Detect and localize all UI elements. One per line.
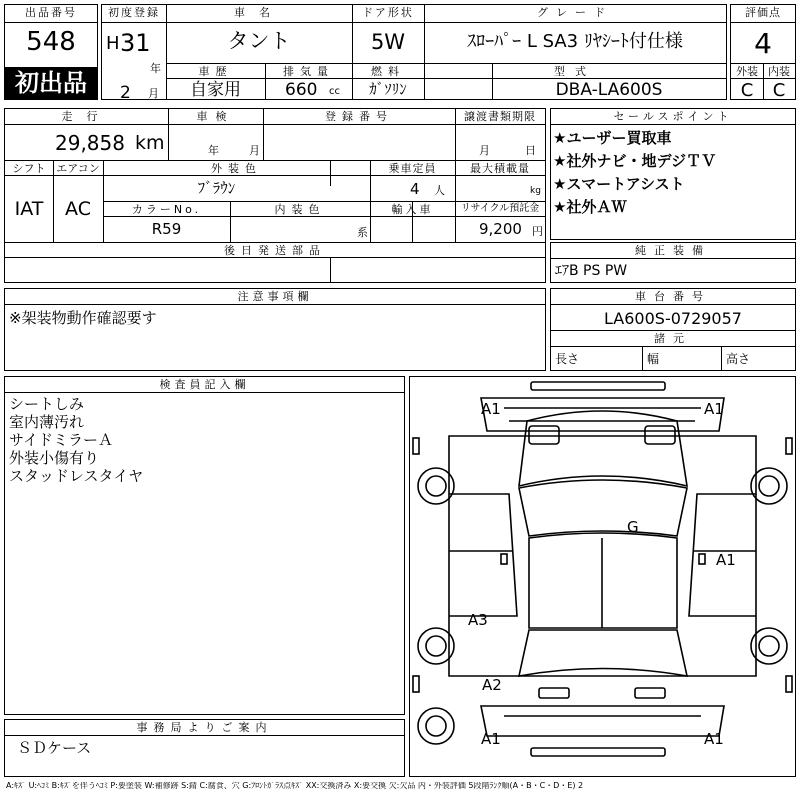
sales-point-1: ★ユーザー買取車 xyxy=(553,129,672,147)
first-reg-label: 初度登録 xyxy=(108,6,160,19)
color-no-label: カラーNo. xyxy=(131,203,202,216)
length-label: 長さ xyxy=(555,352,580,366)
import-label: 輸入車 xyxy=(391,203,434,216)
genuine-equipment-label: 純正装備 xyxy=(635,244,711,257)
capacity: 4 xyxy=(410,180,420,198)
displacement: 660 xyxy=(285,80,318,100)
genuine-equipment: ｴｱB PS PW xyxy=(555,263,628,279)
chassis-label: 車台番号 xyxy=(635,290,711,303)
damage-left-rear-door: A3 xyxy=(468,611,488,629)
detail-grid xyxy=(4,108,546,283)
year-unit: 年 xyxy=(150,62,161,75)
inspector-line-5: スタッドレスタイヤ xyxy=(9,467,144,485)
sales-points-box xyxy=(550,108,796,240)
chassis-number: LA600S-0729057 xyxy=(604,309,742,328)
year: 31 xyxy=(120,29,151,57)
model: DBA-LA600S xyxy=(555,80,663,100)
sales-point-3: ★スマートアシスト xyxy=(553,175,685,193)
chassis-box xyxy=(550,288,796,371)
lot-number-label: 出品番号 xyxy=(25,6,77,19)
damage-windshield: G xyxy=(627,518,639,536)
height-label: 高さ xyxy=(726,352,751,366)
exterior-label: 外装 xyxy=(736,65,758,78)
model-label: 型式 xyxy=(554,65,596,78)
score: 4 xyxy=(754,27,772,60)
car-name: タント xyxy=(227,29,291,53)
ac-label: エアコン xyxy=(56,162,100,175)
score-box xyxy=(730,4,796,100)
shift: IAT xyxy=(14,198,44,220)
transfer-label: 譲渡書類期限 xyxy=(464,110,536,123)
vehicle-history-label: 車歴 xyxy=(198,65,233,78)
header-grid xyxy=(101,4,727,103)
grade: ｽﾛｰﾊﾟｰ L SA3 ﾘﾔｼｰﾄ付仕様 xyxy=(467,31,683,52)
inspection-label: 車検 xyxy=(196,110,235,123)
spec-label: 諸元 xyxy=(654,332,692,345)
width-label: 幅 xyxy=(647,352,660,366)
interior-color-label: 内装色 xyxy=(274,203,326,216)
mileage: 29,858 xyxy=(55,131,125,155)
recycle: 9,200 xyxy=(479,220,522,238)
damage-rear-left: A1 xyxy=(481,730,501,748)
vehicle-history: 自家用 xyxy=(190,80,241,100)
first-listing-badge: 初出品 xyxy=(5,67,97,99)
damage-front-right: A1 xyxy=(704,400,724,418)
car-name-label: 車名 xyxy=(234,6,284,19)
sales-points-label: セールスポイント xyxy=(613,110,733,123)
office-text: ＳＤケース xyxy=(17,739,92,757)
interior-grade: C xyxy=(772,80,786,101)
damage-rear-right: A1 xyxy=(704,730,724,748)
inspector-line-3: サイドミラーＡ xyxy=(9,431,113,449)
era: H xyxy=(106,33,120,54)
shift-label: シフト xyxy=(12,162,46,175)
inspector-line-4: 外装小傷有り xyxy=(9,449,100,467)
displacement-unit: cc xyxy=(329,86,340,97)
damage-legend: A:ｷｽﾞ U:ﾍｺﾐ B:ｷｽﾞを伴うﾍｺﾐ P:要塗装 W:補修跡 S:錆 C:腐食、穴 G:ﾌﾛﾝﾄｶﾞﾗｽ点ｷｽﾞ XX:交換済み X:要交換 欠:欠品 内・外装評価 5段階ﾗﾝｸ順(A・B・C・D・E) 2 xyxy=(6,782,584,790)
transfer-month-unit: 月 xyxy=(479,144,490,157)
inspector-box xyxy=(4,376,405,715)
recycle-label: リサイクル預託金 xyxy=(460,203,540,214)
transfer-day-unit: 日 xyxy=(525,144,536,157)
recycle-unit: 円 xyxy=(532,225,543,238)
inspector-label: 検査員記入欄 xyxy=(159,378,250,391)
genuine-equipment-box xyxy=(550,242,796,283)
damage-left-quarter: A2 xyxy=(482,676,502,694)
inspection-year-unit: 年 xyxy=(208,144,219,157)
notes-box xyxy=(4,288,546,371)
fuel: ｶﾞｿﾘﾝ xyxy=(369,80,407,98)
displacement-label: 排気量 xyxy=(283,65,334,78)
exterior-grade: C xyxy=(740,80,754,101)
inspector-line-1: シートしみ xyxy=(9,395,85,413)
door: 5W xyxy=(370,30,406,54)
damage-front-left: A1 xyxy=(481,400,501,418)
capacity-label: 乗車定員 xyxy=(388,162,437,175)
lot-number: 548 xyxy=(26,27,76,57)
mileage-unit: km xyxy=(135,132,165,154)
notes-text: ※架装物動作確認要す xyxy=(9,309,157,327)
month-unit: 月 xyxy=(148,87,159,100)
ac: AC xyxy=(65,198,91,220)
capacity-unit: 人 xyxy=(434,184,445,197)
score-label: 評価点 xyxy=(745,6,781,19)
sales-point-2: ★社外ナビ・地デジＴＶ xyxy=(553,152,717,170)
damage-right-door: A1 xyxy=(716,551,736,569)
load-label: 最大積載量 xyxy=(470,162,530,175)
later-parts-label: 後日発送部品 xyxy=(224,244,326,257)
grade-label: グレード xyxy=(537,6,613,19)
lot-number-box xyxy=(4,4,98,100)
interior-color-unit: 系 xyxy=(357,226,368,239)
inspection-month-unit: 月 xyxy=(249,144,260,157)
mileage-label: 走行 xyxy=(61,110,112,123)
month: 2 xyxy=(120,83,131,103)
color-no: R59 xyxy=(151,220,182,238)
notes-label: 注意事項欄 xyxy=(237,290,313,303)
inspector-line-2: 室内薄汚れ xyxy=(9,413,85,431)
registration-label: 登録番号 xyxy=(325,110,393,123)
door-label: ドア形状 xyxy=(362,6,414,19)
exterior-color-label: 外装色 xyxy=(211,162,262,175)
interior-label: 内装 xyxy=(768,65,790,78)
load-unit: kg xyxy=(530,186,541,196)
fuel-label: 燃料 xyxy=(371,65,405,78)
car-diagram xyxy=(409,376,796,777)
exterior-color: ﾌﾞﾗｳﾝ xyxy=(197,179,236,197)
sales-point-4: ★社外ＡＷ xyxy=(553,198,627,216)
office-label: 事務局よりご案内 xyxy=(136,721,273,734)
office-box xyxy=(4,719,405,777)
